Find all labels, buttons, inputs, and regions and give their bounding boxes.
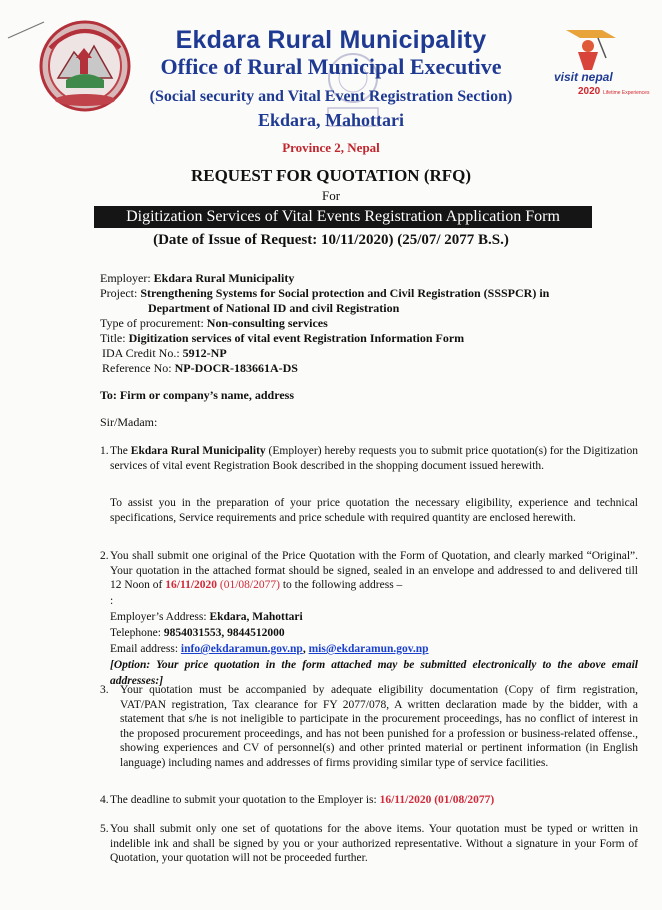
rfq-title: REQUEST FOR QUOTATION (RFQ) [190,166,472,185]
procurement-value: Non-consulting services [206,316,328,330]
telephone-value: 9854031553, 9844512000 [163,627,285,639]
item-3-number: 3. [100,684,109,696]
project-value: Strengthening Systems for Social protection and Civil Registration (SSSPCR) in [140,286,550,300]
municipality-name: Ekdara Rural Municipality [175,26,487,54]
visit-nepal-label: visit nepal [554,70,613,84]
employer-label: Employer: [100,271,154,285]
item-4-date: 16/11/2020 (01/08/2077) [379,794,495,806]
issue-date: (Date of Issue of Request: 10/11/2020) (25/07/ 2077 B.S.) [153,232,509,248]
address-label: Employer’s Address: [110,611,210,623]
rfq-banner: Digitization Services of Vital Events Registration Application Form [94,206,592,228]
item-2-date: 16/11/2020 [165,579,218,591]
item-3-text: Your quotation must be accompanied by adequate eligibility documentation (Copy of firm registration, VAT/PAN registration, Tax clearance for FY 2077/078, A written declaration made by the bidder, with a statement that s/he is not ineligible to participate in the procurement proceedings, has no conflict of interest in the proposed procurement proceedings, and has not been punished for a profession or business-related offense., showing experiences and CV of personnel(s) and other printed material or pertinent information (in English language) including names and addresses of firms providing similar type of service facilities. [120,684,638,769]
address-block [110,609,638,689]
item-1-sub: To assist you in the preparation of your price quotation the necessary eligibility, experience and technical specifications, Service requirements and price schedule with required quantity are enclosed herewith. [110,497,638,524]
item-2-number: 2. [100,550,109,562]
email-label: Email address: [110,643,181,655]
email-line [110,641,638,657]
item-2-text [110,549,638,593]
item-4-text [110,793,638,808]
ida-label: IDA Credit No.: [102,346,183,360]
item-1-text [110,444,638,473]
employer-line [100,271,640,286]
ref-line [100,361,640,376]
ref-label: Reference No: [102,361,175,375]
details-block [100,271,640,376]
item-5-text: You shall submit only one set of quotations for the above items. Your quotation must be typed or written in indelible ink and shall be signed by you or your authorized representative. Without a signature in your Form of Quotation, your quotation will not be proceeded further. [110,823,638,864]
project-line [100,286,640,301]
item-5-number: 5. [100,823,109,835]
title-line [100,331,640,346]
procurement-line [100,316,640,331]
address-line [110,609,638,625]
ida-line [100,346,640,361]
address-value: Ekdara, Mahottari [209,611,303,623]
telephone-label: Telephone: [110,627,164,639]
salutation: Sir/Madam: [100,415,158,429]
visit-nepal-tagline: Lifetime Experiences [603,90,650,96]
item-1-number: 1. [100,445,109,457]
item-4-label: The deadline to submit your quotation to the Employer is: [110,794,380,806]
project-label: Project: [100,286,141,300]
item-1-c: (Employer) hereby requests you to submit price quotation(s) for the Digitization services of vital event Registration Book described in the shopping document issued herewith. [110,445,638,472]
title-value: Digitization services of vital event Registration Information Form [128,331,465,345]
telephone-line [110,625,638,641]
province: Province 2, Nepal [282,140,380,155]
email-link-info[interactable]: info@ekdaramun.gov.np [180,643,303,655]
item-2-colon: : [110,595,114,607]
employer-value: Ekdara Rural Municipality [153,271,295,285]
project-value-2: Department of National ID and civil Registration [148,301,400,315]
email-link-mis[interactable]: mis@ekdaramun.gov.np [308,643,429,655]
item-2-a: You shall submit one original of the Price Quotation with the Form of Quotation, and clearly marked “Original”. Your quotation in the attached format should be signed, sealed in an envelope and addressed to and delivered till 12 Noon of [110,550,638,591]
office-name: Office of Rural Municipal Executive [160,54,502,79]
item-4-number: 4. [100,794,109,806]
visit-nepal-year-label: 2020 [578,86,601,97]
procurement-label: Type of procurement: [100,316,207,330]
to-line: To: Firm or company’s name, address [100,388,295,402]
item-1-employer: Ekdara Rural Municipality [130,445,266,457]
section-name: (Social security and Vital Event Registration Section) [149,88,513,105]
option-note: [Option: Your price quotation in the form attached may be submitted electronically to the above email addresses:] [110,659,638,687]
ida-value: 5912-NP [182,346,227,360]
title-label: Title: [100,331,129,345]
ref-value: NP-DOCR-183661A-DS [174,361,298,375]
email-separator: , [302,643,309,655]
rfq-for: For [321,188,341,203]
item-1-a: The [110,445,131,457]
item-2-date-bs: (01/08/2077) [217,579,280,591]
location: Ekdara, Mahottari [258,110,404,130]
item-2-c: to the following address – [279,579,403,591]
